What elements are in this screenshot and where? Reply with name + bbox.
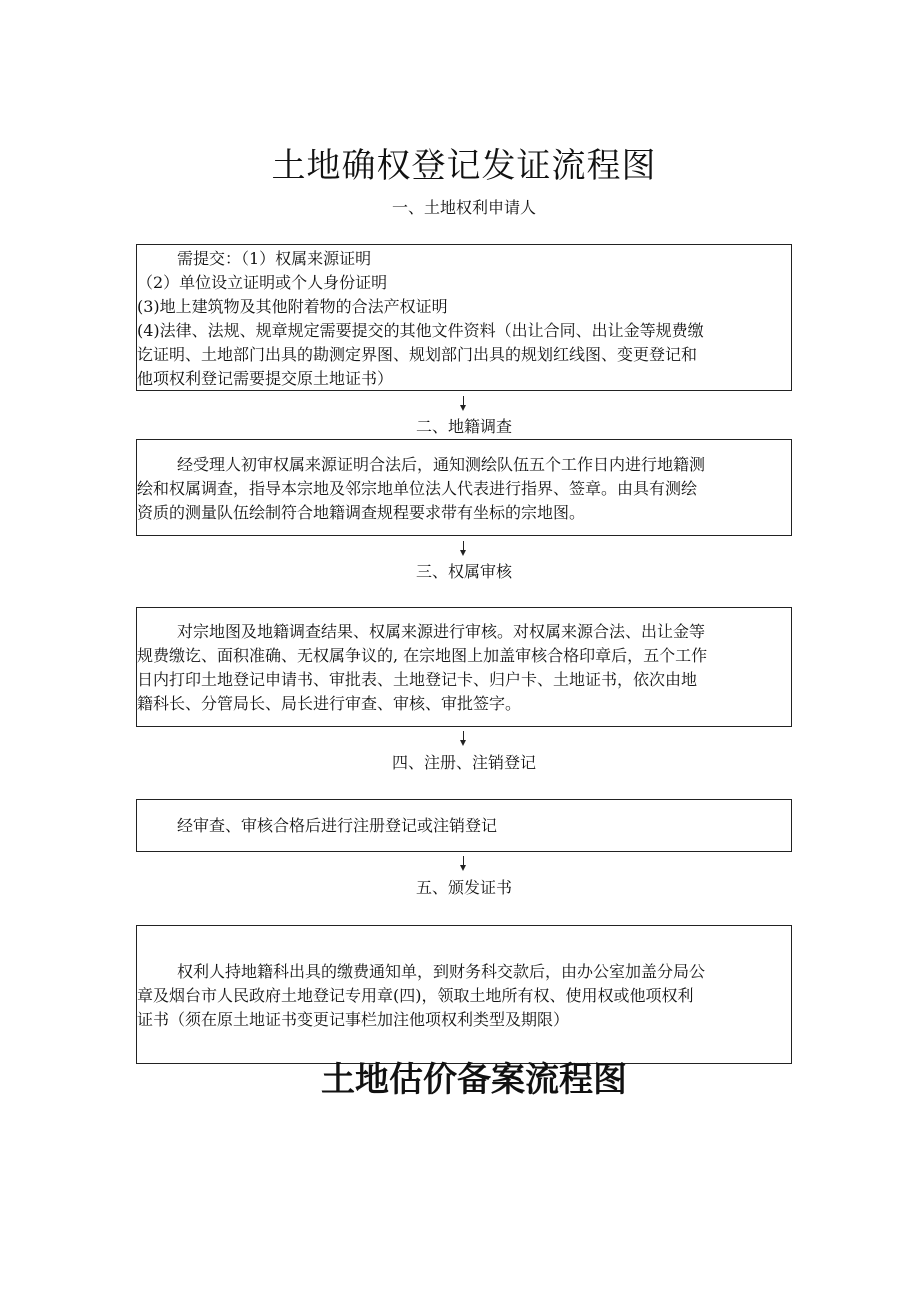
step-2-line: 绘和权属调查，指导本宗地及邻宗地单位法人代表进行指界、签章。由具有测绘 <box>137 479 698 498</box>
page-title: 土地确权登记发证流程图 <box>271 146 657 186</box>
step-5-line: 证书（须在原土地证书变更记事栏加注他项权利类型及期限） <box>137 1010 570 1029</box>
step-4-line: 经审查、审核合格后进行注册登记或注销登记 <box>177 816 498 835</box>
step-3-line: 日内打印土地登记申请书、审批表、土地登记卡、归户卡、土地证书，依次由地 <box>137 670 698 689</box>
down-arrow-icon <box>463 856 464 869</box>
step-1-line: (4)法律、法规、规章规定需要提交的其他文件资料（出让合同、出让金等规费缴 <box>137 321 704 340</box>
step-5-line: 权利人持地籍科出具的缴费通知单，到财务科交款后，由办公室加盖分局公 <box>177 962 706 981</box>
step-1-line: （2）单位设立证明或个人身份证明 <box>137 273 388 292</box>
second-title: 土地估价备案流程图 <box>321 1060 627 1100</box>
step-3-line: 规费缴讫、面积准确、无权属争议的, 在宗地图上加盖审核合格印章后，五个工作 <box>137 646 708 665</box>
step-1-line: (3)地上建筑物及其他附着物的合法产权证明 <box>137 297 448 316</box>
down-arrow-icon <box>463 396 464 409</box>
step-4-box <box>136 799 792 852</box>
step-4-heading: 四、注册、注销登记 <box>391 753 536 772</box>
step-3-line: 对宗地图及地籍调查结果、权属来源进行审核。对权属来源合法、出让金等 <box>177 622 706 641</box>
step-2-line: 资质的测量队伍绘制符合地籍调查规程要求带有坐标的宗地图。 <box>137 503 586 522</box>
step-5-line: 章及烟台市人民政府土地登记专用章(四)，领取土地所有权、使用权或他项权利 <box>137 986 694 1005</box>
step-5-heading: 五、颁发证书 <box>415 878 512 897</box>
down-arrow-icon <box>463 731 464 744</box>
step-3-heading: 三、权属审核 <box>415 562 512 581</box>
step-2-line: 经受理人初审权属来源证明合法后，通知测绘队伍五个工作日内进行地籍测 <box>177 455 706 474</box>
step-5-box <box>136 925 792 1064</box>
step-2-box <box>136 439 792 536</box>
down-arrow-icon <box>463 541 464 554</box>
step-1-box <box>136 244 792 391</box>
step-1-heading: 一、土地权利申请人 <box>391 198 536 217</box>
step-1-line: 他项权利登记需要提交原土地证书） <box>137 369 394 388</box>
step-2-heading: 二、地籍调查 <box>415 417 512 436</box>
step-1-line: 讫证明、土地部门出具的勘测定界图、规划部门出具的规划红线图、变更登记和 <box>137 345 698 364</box>
step-3-line: 籍科长、分管局长、局长进行审查、审核、审批签字。 <box>137 694 522 713</box>
step-3-box <box>136 607 792 727</box>
step-1-line: 需提交：（1）权属来源证明 <box>177 249 372 268</box>
